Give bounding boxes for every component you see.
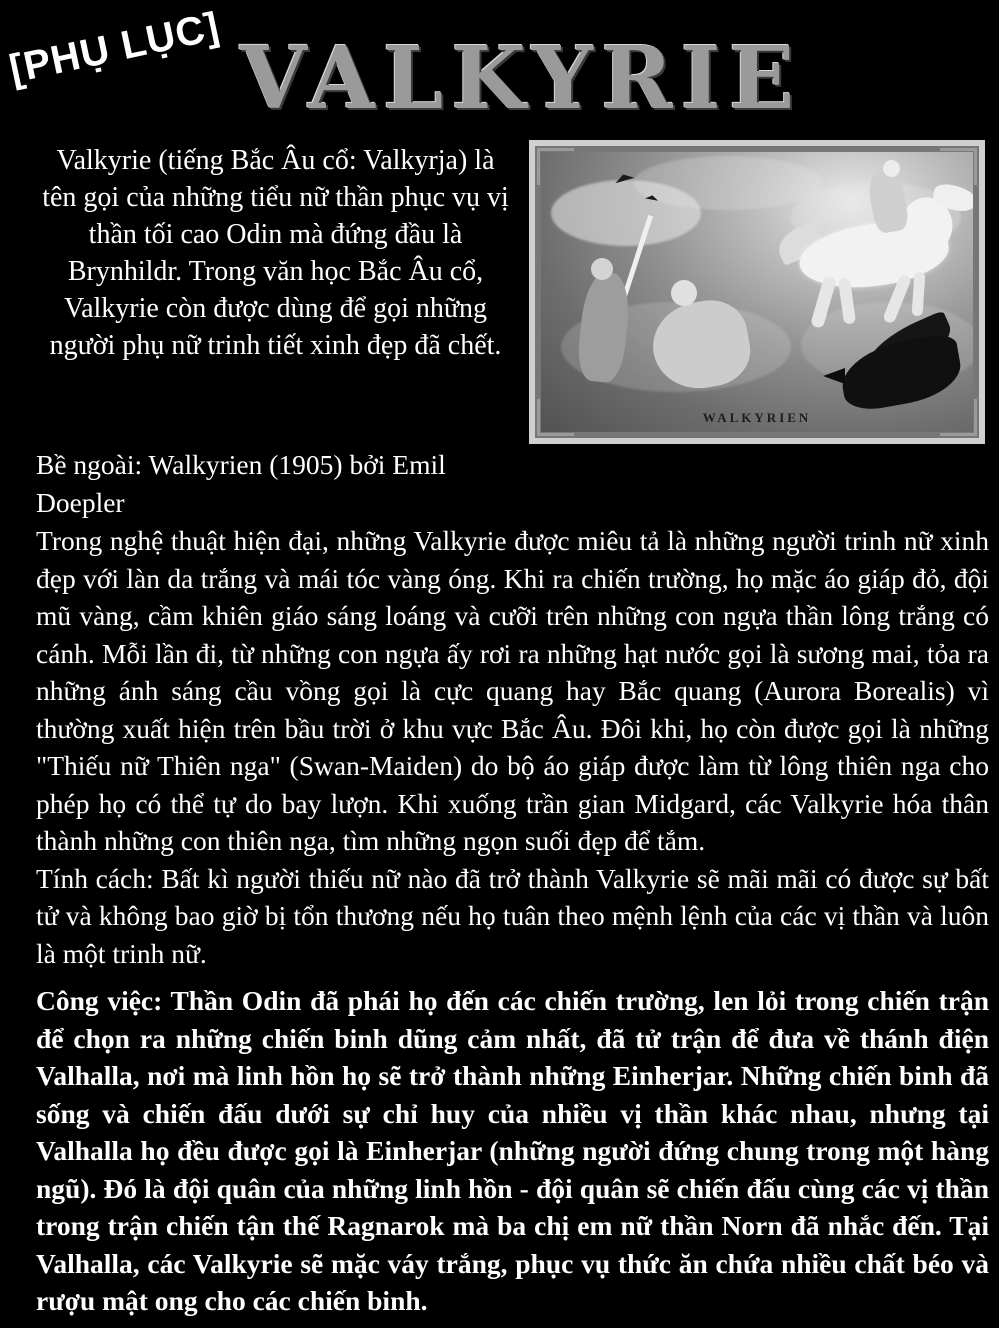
cloud-shape	[633, 156, 823, 210]
intro-paragraph: Valkyrie (tiếng Bắc Âu cổ: Valkyrja) là tên gọi của những tiểu nữ thần phục vụ vị thần tối cao Odin mà đứng đầu là Brynhildr. Trong văn học Bắc Âu cổ, Valkyrie còn được dùng để gọi những người phụ nữ trinh tiết xinh đẹp đã chết.	[42, 145, 509, 361]
article-body	[0, 444, 999, 1320]
figure-inner-label: WALKYRIEN	[702, 410, 812, 425]
intro-section	[0, 132, 999, 444]
page-header	[0, 0, 999, 132]
page-title: VALKYRIE	[240, 28, 803, 129]
valkyrie-head-shape	[671, 280, 697, 306]
walkyrien-illustration	[541, 152, 973, 432]
paragraph-spacer	[36, 972, 989, 982]
section-duties: Công việc: Thần Odin đã phái họ đến các chiến trường, len lỏi trong chiến trận để chọn ra những chiến binh dũng cảm nhất, đã tử trận để đưa về thánh điện Valhalla, nơi mà linh hồn họ sẽ trở thành những Einherjar. Những chiến binh đã sống và chiến đấu dưới sự chỉ huy của nhiều vị thần khác nhau, nhưng tại Valhalla họ đều được gọi là Einherjar (những người đứng chung trong một hàng ngũ). Đó là đội quân của những linh hồn - đội quân sẽ chiến đấu cùng các vị thần trong trận chiến tận thế Ragnarok mà ba chị em nữ thần Norn đã nhắc đến. Tại Valhalla, các Valkyrie sẽ mặc váy trắng, phục vụ thức ăn chứa nhiều chất béo và rượu mật ong cho các chiến binh.	[36, 985, 989, 1316]
figure-frame	[529, 140, 985, 444]
section-personality: Tính cách: Bất kì người thiếu nữ nào đã trở thành Valkyrie sẽ mãi mãi có được sự bất tử và không bao giờ bị tổn thương nếu họ tuân theo mệnh lệnh của các vị thần và luôn là một trinh nữ.	[36, 862, 989, 969]
appendix-tag: [PHỤ LỤC]	[5, 4, 224, 92]
rider-head-shape	[883, 160, 900, 177]
figure-container	[529, 140, 985, 444]
valkyrie-head-shape	[591, 258, 613, 280]
raven-beak-shape	[823, 368, 845, 384]
figure-caption: Bề ngoài: Walkyrien (1905) bởi Emil Doepler	[36, 449, 446, 518]
section-appearance: Trong nghệ thuật hiện đại, những Valkyrie được miêu tả là những người trinh nữ xinh đẹp với làn da trắng và mái tóc vàng óng. Khi ra chiến trường, họ mặc áo giáp đỏ, đội mũ vàng, cầm khiên giáo sáng loáng và cưỡi trên những con ngựa thần lông trắng có cánh. Mỗi lần đi, từ những con ngựa ấy rơi ra những hạt nước gọi là sương mai, tỏa ra những ánh sáng cầu vồng gọi là cực quang hay Bắc quang (Aurora Borealis) vì thường xuất hiện trên bầu trời ở khu vực Bắc Âu. Đôi khi, họ còn được gọi là những "Thiếu nữ Thiên nga" (Swan-Maiden) do bộ áo giáp được làm từ lông thiên nga cho phép họ có thể tự do bay lượn. Khi xuống trần gian Midgard, các Valkyrie hóa thân thành những con thiên nga, tìm những ngọn suối đẹp để tắm.	[36, 525, 989, 856]
